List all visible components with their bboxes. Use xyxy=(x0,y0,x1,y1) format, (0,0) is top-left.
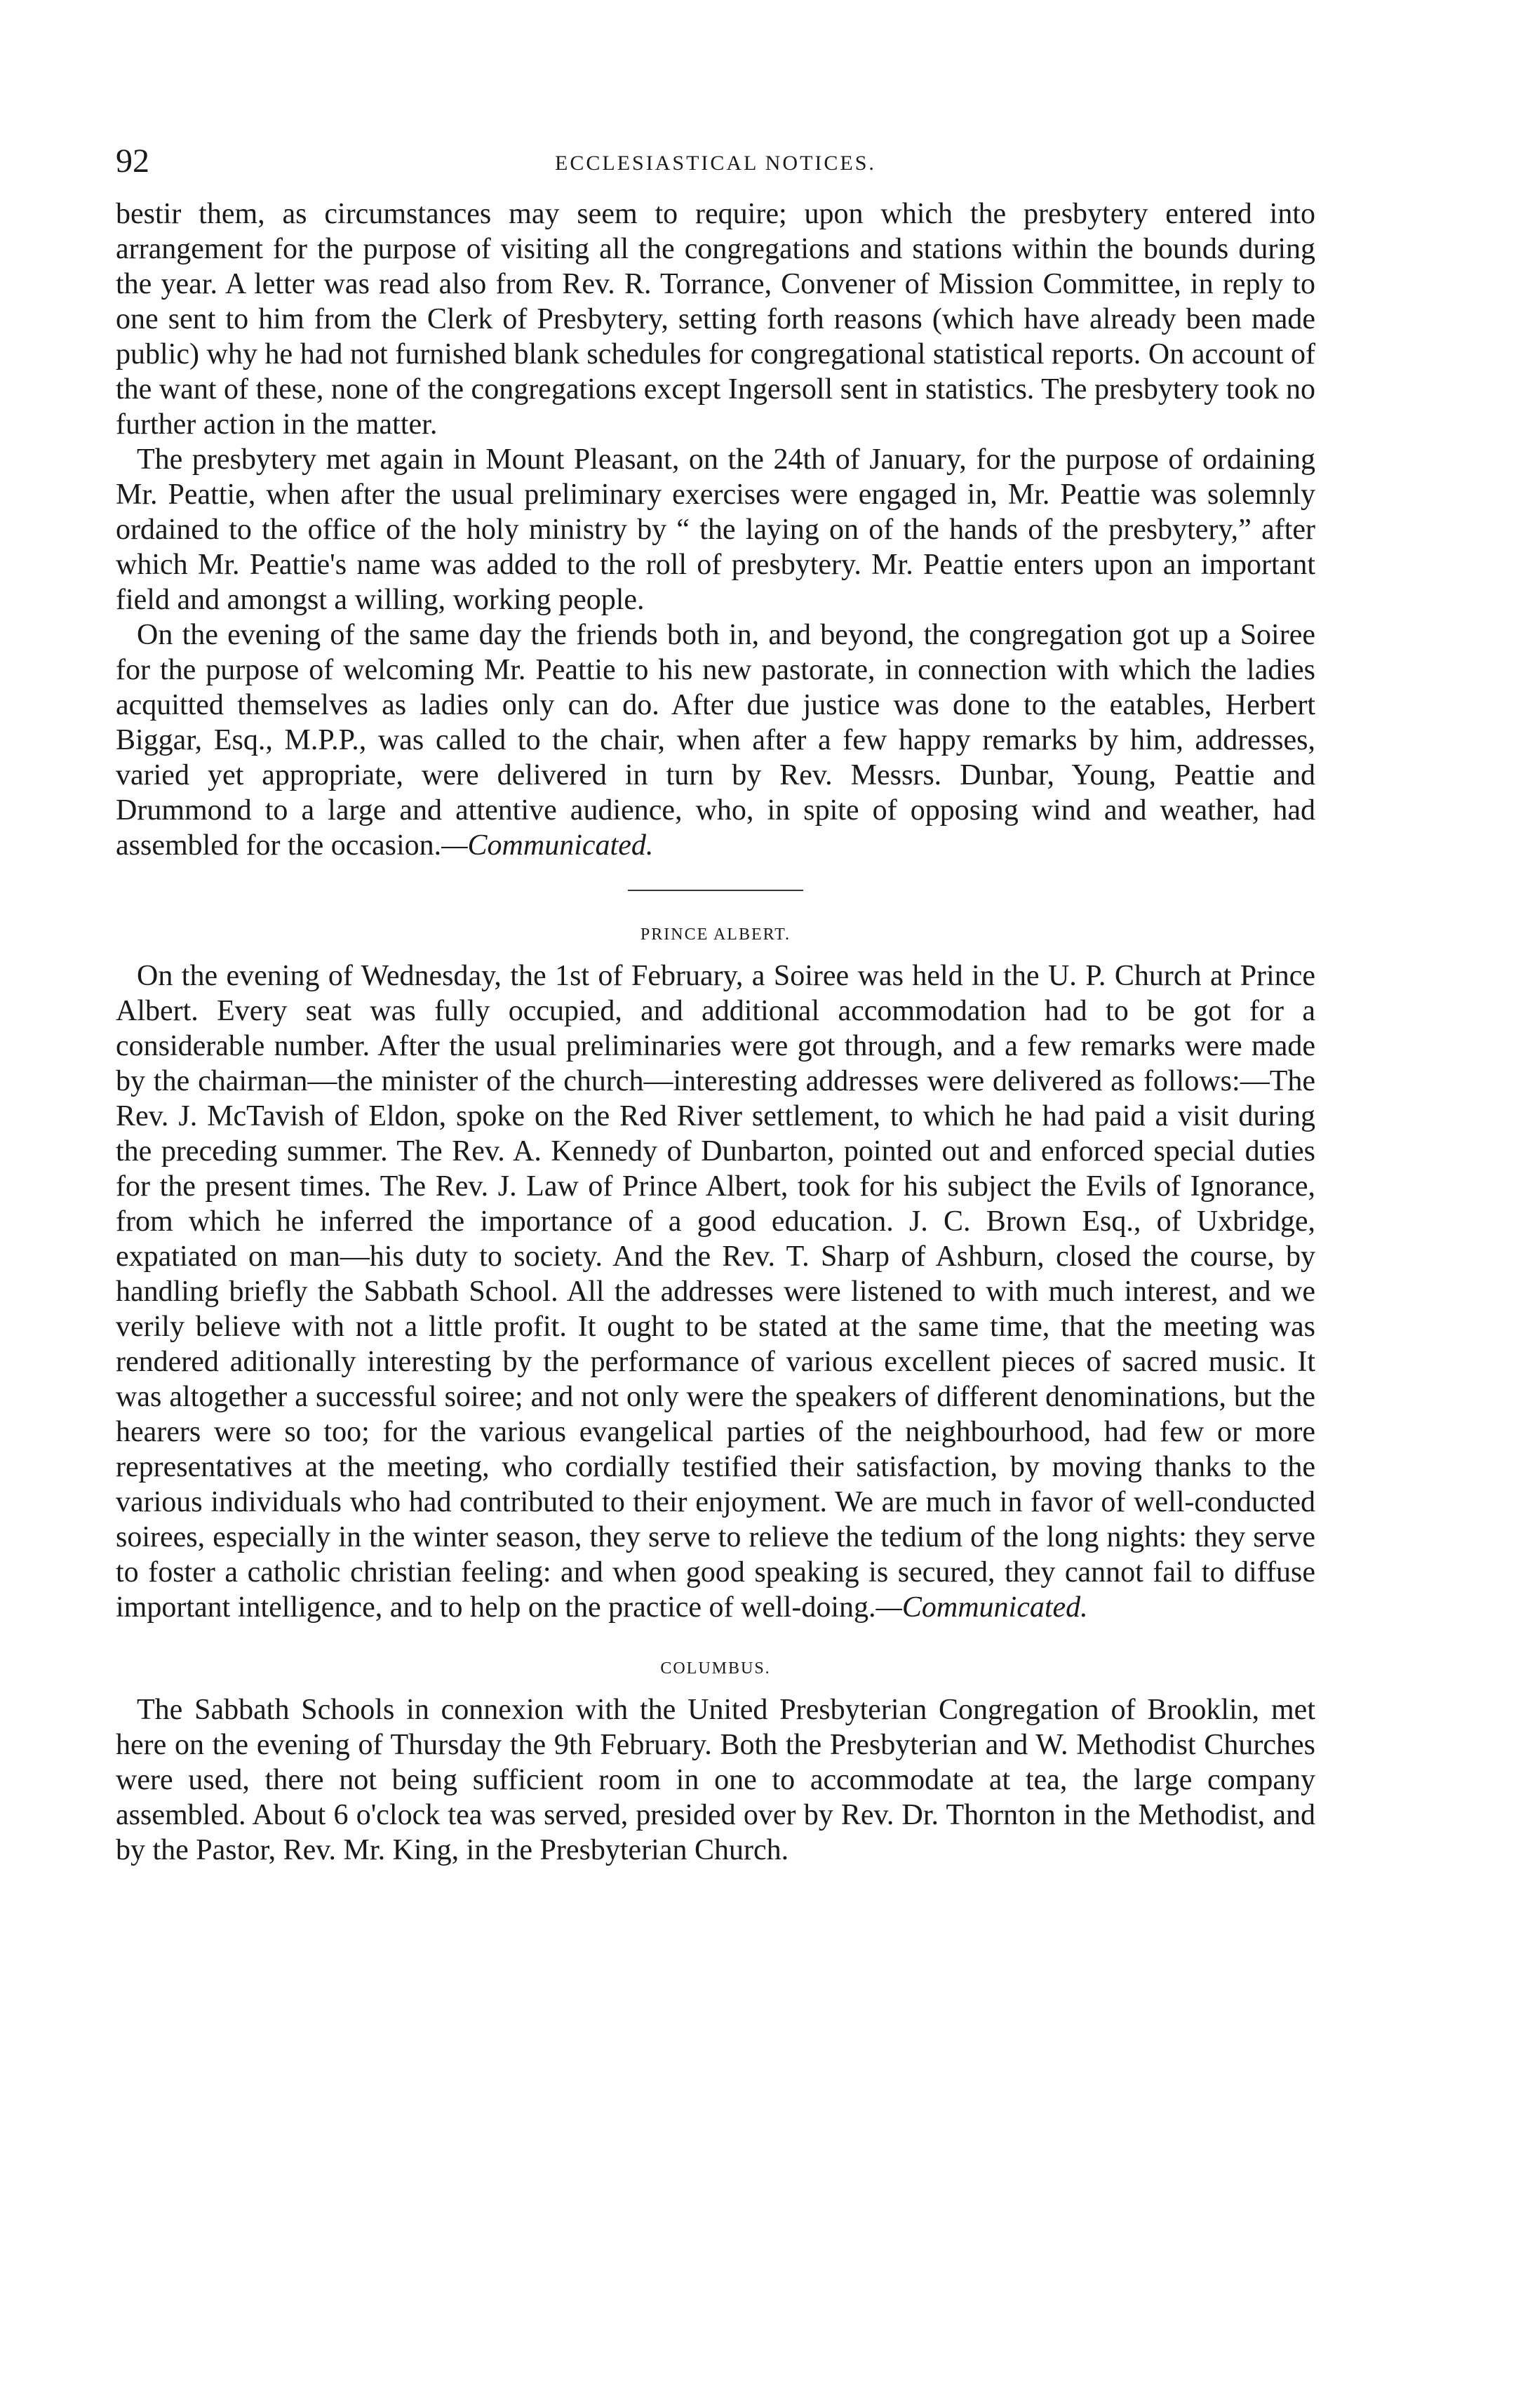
section-heading: COLUMBUS. xyxy=(660,1659,771,1678)
page-number: 92 xyxy=(116,142,149,180)
paragraph: The presbytery met again in Mount Pleasant, on the 24th of January, for the purpose of ordaining Mr. Peattie, when after the usual preliminary exercises were engaged in, Mr. Peattie was solemnly ordained to the office of the holy ministry by “ the laying on of the hands of the presbytery,” after which Mr. Peattie's name was added to the roll of presbytery. Mr. Peattie enters upon an important field and amongst a willing, working people. xyxy=(116,443,1315,616)
running-title: ECCLESIASTICAL NOTICES. xyxy=(555,152,876,175)
paragraph xyxy=(116,958,1315,1625)
paragraph: bestir them, as circumstances may seem to require; upon which the presbytery entered into arrangement for the purpose of visiting all the congregations and stations within the bounds during the year. A letter was read also from Rev. R. Torrance, Convener of Mission Committee, in reply to one sent to him from the Clerk of Presbytery, setting forth reasons (which have already been made public) why he had not furnished blank schedules for congregational statistical reports. On account of the want of these, none of the congregations except Ingersoll sent in statistics. The presbytery took no further action in the matter. xyxy=(116,198,1315,441)
article-presbytery xyxy=(116,196,1315,863)
paragraph: The Sabbath Schools in connexion with the United Presbyterian Congregation of Brooklin, met here on the evening of Thursday the 9th February. Both the Presbyterian and W. Methodist Churches were used, there not being sufficient room in one to accommodate at tea, the large company assembled. About 6 o'clock tea was served, presided over by Rev. Dr. Thornton in the Methodist, and by the Pastor, Rev. Mr. King, in the Presbyterian Church. xyxy=(116,1694,1315,1866)
signature: —Communicated. xyxy=(441,829,654,862)
paragraph xyxy=(116,617,1315,863)
section-divider xyxy=(628,890,803,891)
page-header xyxy=(116,140,1315,196)
article-prince-albert xyxy=(116,921,1315,1625)
paragraph-text: On the evening of the same day the friends both in, and beyond, the congregation got up a Soiree for the purpose of welcoming Mr. Peattie to his new pastorate, in connection with which the ladies acquitted themselves as ladies only can do. After due justice was done to the eatables, Herbert Biggar, Esq., M.P.P., was called to the chair, when after a few happy remarks by him, addresses, varied yet appropriate, were delivered in turn by Rev. Messrs. Dunbar, Young, Peattie and Drummond to a large and attentive audience, who, in spite of opposing wind and weather, had assembled for the occasion. xyxy=(116,619,1315,862)
section-heading: PRINCE ALBERT. xyxy=(640,925,791,944)
paragraph-text: On the evening of Wednesday, the 1st of February, a Soiree was held in the U. P. Church at Prince Albert. Every seat was fully occupied, and additional accommodation had to be got for a considerable number. After the usual preliminaries were got through, and a few remarks were made by the chairman—the minister of the church—interesting addresses were delivered as follows:—The Rev. J. McTavish of Eldon, spoke on the Red River settlement, to which he had paid a visit during the preceding summer. The Rev. A. Kennedy of Dunbarton, pointed out and enforced special duties for the present times. The Rev. J. Law of Prince Albert, took for his subject the Evils of Ignorance, from which he inferred the importance of a good education. J. C. Brown Esq., of Uxbridge, expatiated on man—his duty to society. And the Rev. T. Sharp of Ashburn, closed the course, by handling briefly the Sabbath School. All the addresses were listened to with much interest, and we verily believe with not a little profit. It ought to be stated at the same time, that the meeting was rendered aditionally interesting by the performance of various excellent pieces of sacred music. It was altogether a successful soiree; and not only were the speakers of different denominations, but the hearers were so too; for the various evangelical parties of the neighbourhood, had few or more representatives at the meeting, who cordially testified their satisfaction, by moving thanks to the various individuals who had contributed to their enjoyment. We are much in favor of well-conducted soirees, especially in the winter season, they serve to relieve the tedium of the long nights: they serve to foster a catholic christian feeling: and when good speaking is secured, they cannot fail to diffuse important intelligence, and to help on the practice of well-doing. xyxy=(116,960,1315,1624)
article-columbus xyxy=(116,1654,1315,1868)
document-page xyxy=(116,140,1315,1868)
signature: —Communicated. xyxy=(875,1591,1088,1624)
